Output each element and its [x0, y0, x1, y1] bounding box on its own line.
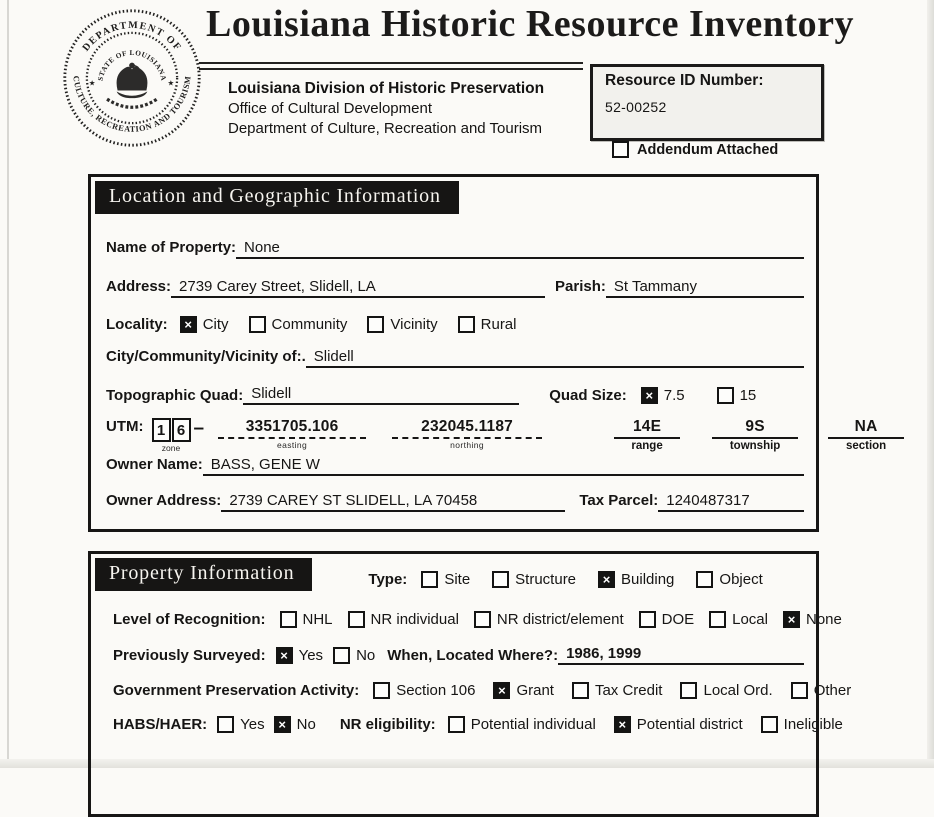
yes-checkbox[interactable]: ×	[276, 647, 293, 664]
yes-checkbox[interactable]	[217, 716, 234, 733]
option-no[interactable]	[274, 716, 316, 733]
owner-address-value: 2739 CAREY ST SLIDELL, LA 70458	[229, 492, 478, 509]
when-located-where-value: 1986, 1999	[566, 645, 642, 662]
scan-edge-right	[927, 0, 934, 768]
no-option-label: No	[296, 716, 316, 733]
government-preservation-activity-options	[373, 682, 851, 699]
addendum-attached-label: Addendum Attached	[637, 141, 779, 158]
city-community-vicinity-label: City/Community/Vicinity of:.	[106, 348, 306, 365]
property-header-row	[91, 554, 816, 591]
division-address-block-line-0: Louisiana Division of Historic Preservation	[228, 80, 545, 97]
topographic-quad-field[interactable]	[243, 385, 519, 405]
none-option-label: None	[805, 611, 842, 628]
name-of-property-field[interactable]	[236, 239, 804, 259]
resource-id-value[interactable]: 52-00252	[605, 99, 667, 115]
object-checkbox[interactable]	[696, 571, 713, 588]
nr-eligibility-label: NR eligibility:	[339, 716, 436, 733]
building-checkbox[interactable]: ×	[598, 571, 615, 588]
structure-option-label: Structure	[515, 571, 577, 588]
seal-bottom-ring-text: CULTURE, RECREATION AND TOURISM	[71, 75, 193, 134]
ineligible-checkbox[interactable]	[761, 716, 778, 733]
option-15[interactable]	[717, 387, 757, 404]
7-5-checkbox[interactable]: ×	[641, 387, 658, 404]
habs-haer-options	[217, 716, 316, 733]
site-checkbox[interactable]	[421, 571, 438, 588]
division-address-block	[228, 79, 544, 139]
division-address-block-line-1: Office of Cultural Development	[228, 100, 432, 117]
utm-zone-digit-1[interactable]: 6	[172, 418, 191, 442]
type-label: Type:	[368, 571, 408, 588]
topographic-quad-row	[91, 385, 816, 405]
other-option-label: Other	[813, 682, 852, 699]
rural-option-label: Rural	[480, 316, 517, 333]
utm-easting-value: 3351705.106	[218, 418, 366, 439]
quad-size-options	[641, 387, 757, 404]
utm-range-sublabel: range	[631, 440, 663, 452]
structure-checkbox[interactable]	[492, 571, 509, 588]
division-address-block-line-2: Department of Culture, Recreation and Tourism	[228, 120, 543, 137]
parish-label: Parish:	[555, 278, 606, 295]
property-section-header: Property Information	[95, 558, 312, 591]
nhl-checkbox[interactable]	[280, 611, 297, 628]
utm-northing-sublabel: northing	[450, 440, 485, 450]
option-rural[interactable]	[458, 316, 517, 333]
habs-haer-row	[91, 716, 843, 733]
option-7-5[interactable]	[641, 387, 685, 404]
utm-northing-value: 232045.1187	[392, 418, 542, 439]
option-vicinity[interactable]	[367, 316, 437, 333]
type-row	[368, 571, 762, 588]
name-of-property-row	[91, 239, 816, 259]
option-building[interactable]	[598, 571, 674, 588]
tax-credit-checkbox[interactable]	[572, 682, 589, 699]
utm-range-field[interactable]	[614, 418, 680, 452]
utm-township-sublabel: township	[729, 440, 781, 452]
7-5-option-label: 7.5	[663, 386, 685, 404]
resource-id-box	[590, 64, 824, 141]
nr-individual-option-label: NR individual	[370, 611, 459, 628]
nr-individual-checkbox[interactable]	[348, 611, 365, 628]
page-title: Louisiana Historic Resource Inventory	[206, 3, 854, 45]
yes-option-label: Yes	[240, 716, 265, 733]
utm-section-field[interactable]	[828, 418, 904, 452]
utm-easting-sublabel: easting	[276, 440, 308, 450]
name-of-property-value: None	[244, 239, 280, 256]
15-option-label: 15	[739, 386, 757, 404]
louisiana-state-seal-icon	[60, 6, 204, 150]
name-of-property-label: Name of Property:	[106, 239, 237, 256]
utm-township-field[interactable]	[712, 418, 798, 452]
option-local-ord[interactable]	[680, 682, 772, 699]
none-checkbox[interactable]: ×	[783, 611, 800, 628]
potential-district-option-label: Potential district	[636, 716, 743, 733]
level-of-recognition-label: Level of Recognition:	[113, 611, 266, 628]
option-nhl[interactable]	[280, 611, 333, 628]
utm-zone-boxes	[152, 418, 191, 442]
locality-options	[180, 316, 517, 333]
utm-section-value: NA	[828, 418, 904, 439]
city-option-label: City	[202, 316, 229, 333]
parish-value: St Tammany	[613, 278, 697, 295]
option-potential-district[interactable]	[614, 716, 743, 733]
doe-option-label: DOE	[661, 611, 695, 628]
building-option-label: Building	[621, 571, 675, 588]
owner-name-field[interactable]	[203, 456, 804, 476]
vicinity-checkbox[interactable]	[367, 316, 384, 333]
community-checkbox[interactable]	[249, 316, 266, 333]
tax-parcel-field[interactable]	[658, 492, 804, 512]
option-city[interactable]	[180, 316, 229, 333]
address-value: 2739 Carey Street, Slidell, LA	[179, 278, 376, 295]
tax-parcel-value: 1240487317	[666, 492, 750, 509]
previously-surveyed-row	[91, 645, 816, 665]
option-yes[interactable]	[276, 647, 323, 664]
option-potential-individual[interactable]	[448, 716, 596, 733]
location-section-header: Location and Geographic Information	[95, 181, 459, 214]
local-checkbox[interactable]	[709, 611, 726, 628]
section-106-option-label: Section 106	[396, 682, 476, 699]
topographic-quad-value: Slidell	[251, 385, 292, 402]
nr-district-element-checkbox[interactable]	[474, 611, 491, 628]
utm-fields	[206, 418, 904, 452]
previously-surveyed-label: Previously Surveyed:	[113, 646, 266, 664]
vicinity-option-label: Vicinity	[390, 316, 438, 333]
utm-range-value: 14E	[614, 418, 680, 439]
svg-text:DEPARTMENT OF	[81, 20, 184, 54]
option-no[interactable]	[333, 647, 375, 664]
locality-label: Locality:	[106, 316, 168, 333]
no-checkbox[interactable]: ×	[274, 716, 291, 733]
doe-checkbox[interactable]	[639, 611, 656, 628]
government-preservation-activity-row	[91, 682, 852, 699]
option-structure[interactable]	[492, 571, 576, 588]
grant-checkbox[interactable]: ×	[493, 682, 510, 699]
option-tax-credit[interactable]	[572, 682, 663, 699]
other-checkbox[interactable]	[791, 682, 808, 699]
city-community-vicinity-value: Slidell	[313, 348, 354, 365]
site-option-label: Site	[444, 571, 471, 588]
nr-district-element-option-label: NR district/element	[496, 611, 624, 628]
no-option-label: No	[356, 646, 376, 664]
utm-easting-field[interactable]	[218, 418, 366, 450]
city-community-vicinity-row	[91, 348, 816, 368]
topographic-quad-label: Topographic Quad:	[106, 386, 244, 404]
utm-row	[91, 418, 887, 453]
city-community-vicinity-field[interactable]	[306, 348, 804, 368]
scan-edge-left	[7, 0, 9, 768]
seal-star-right-icon: ★	[167, 78, 175, 88]
when-located-where-label: When, Located Where?:	[387, 646, 559, 664]
option-ineligible[interactable]	[761, 716, 843, 733]
option-object[interactable]	[696, 571, 762, 588]
utm-zone-field[interactable]	[152, 418, 191, 453]
community-option-label: Community	[271, 316, 348, 333]
15-checkbox[interactable]	[717, 387, 734, 404]
grant-option-label: Grant	[516, 682, 554, 699]
utm-township-value: 9S	[712, 418, 798, 439]
location-section	[88, 174, 887, 532]
utm-section-sublabel: section	[845, 440, 887, 452]
yes-option-label: Yes	[298, 646, 324, 664]
city-checkbox[interactable]: ×	[180, 316, 197, 333]
utm-zone-sublabel: zone	[161, 443, 181, 453]
nr-eligibility-options	[448, 716, 843, 733]
seal-star-left-icon: ★	[88, 78, 96, 88]
seal-top-ring-text: DEPARTMENT OF	[80, 19, 184, 54]
level-of-recognition-options	[280, 611, 842, 628]
ineligible-option-label: Ineligible	[783, 716, 843, 733]
property-section	[88, 551, 852, 817]
local-ord-checkbox[interactable]	[680, 682, 697, 699]
utm-label: UTM:	[106, 418, 144, 435]
header-double-rule	[199, 62, 583, 70]
owner-address-label: Owner Address:	[106, 492, 222, 509]
option-community[interactable]	[249, 316, 348, 333]
seal-inner-ring-text: STATE OF LOUISIANA	[96, 48, 168, 82]
option-site[interactable]	[421, 571, 470, 588]
habs-haer-label: HABS/HAER:	[113, 716, 208, 733]
address-row	[91, 278, 816, 298]
utm-northing-field[interactable]	[392, 418, 542, 450]
option-other[interactable]	[791, 682, 852, 699]
resource-id-label: Resource ID Number:	[605, 72, 764, 89]
quad-size-label: Quad Size:	[549, 386, 627, 404]
pelican-icon	[107, 63, 157, 108]
government-preservation-activity-label: Government Preservation Activity:	[113, 682, 360, 699]
option-nr-individual[interactable]	[348, 611, 459, 628]
option-doe[interactable]	[639, 611, 695, 628]
previously-surveyed-options	[276, 647, 376, 664]
option-grant[interactable]	[493, 682, 554, 699]
owner-name-value: BASS, GENE W	[210, 456, 320, 473]
owner-name-label: Owner Name:	[106, 456, 203, 473]
when-located-where-field[interactable]	[558, 645, 804, 665]
option-section-106[interactable]	[373, 682, 475, 699]
address-label: Address:	[106, 278, 172, 295]
level-of-recognition-row	[91, 611, 842, 628]
nhl-option-label: NHL	[302, 611, 333, 628]
tax-parcel-label: Tax Parcel:	[579, 492, 659, 509]
object-option-label: Object	[719, 571, 763, 588]
local-ord-option-label: Local Ord.	[703, 682, 773, 699]
addendum-attached-checkbox[interactable]	[612, 141, 629, 158]
locality-row	[91, 316, 816, 333]
utm-dash: –	[193, 418, 205, 439]
addendum-attached-row	[612, 141, 778, 158]
utm-zone-digit-0[interactable]: 1	[152, 418, 171, 442]
owner-name-row	[91, 456, 816, 476]
local-option-label: Local	[732, 611, 768, 628]
option-nr-district-element[interactable]	[474, 611, 624, 628]
option-yes[interactable]	[217, 716, 264, 733]
section-106-checkbox[interactable]	[373, 682, 390, 699]
tax-credit-option-label: Tax Credit	[594, 682, 663, 699]
owner-address-row	[91, 492, 816, 512]
rural-checkbox[interactable]	[458, 316, 475, 333]
owner-address-field[interactable]	[221, 492, 565, 512]
address-field[interactable]	[171, 278, 545, 298]
potential-district-checkbox[interactable]: ×	[614, 716, 631, 733]
option-local[interactable]	[709, 611, 768, 628]
potential-individual-option-label: Potential individual	[470, 716, 596, 733]
potential-individual-checkbox[interactable]	[448, 716, 465, 733]
type-options	[421, 571, 762, 588]
option-none[interactable]	[783, 611, 842, 628]
no-checkbox[interactable]	[333, 647, 350, 664]
parish-field[interactable]	[606, 278, 804, 298]
